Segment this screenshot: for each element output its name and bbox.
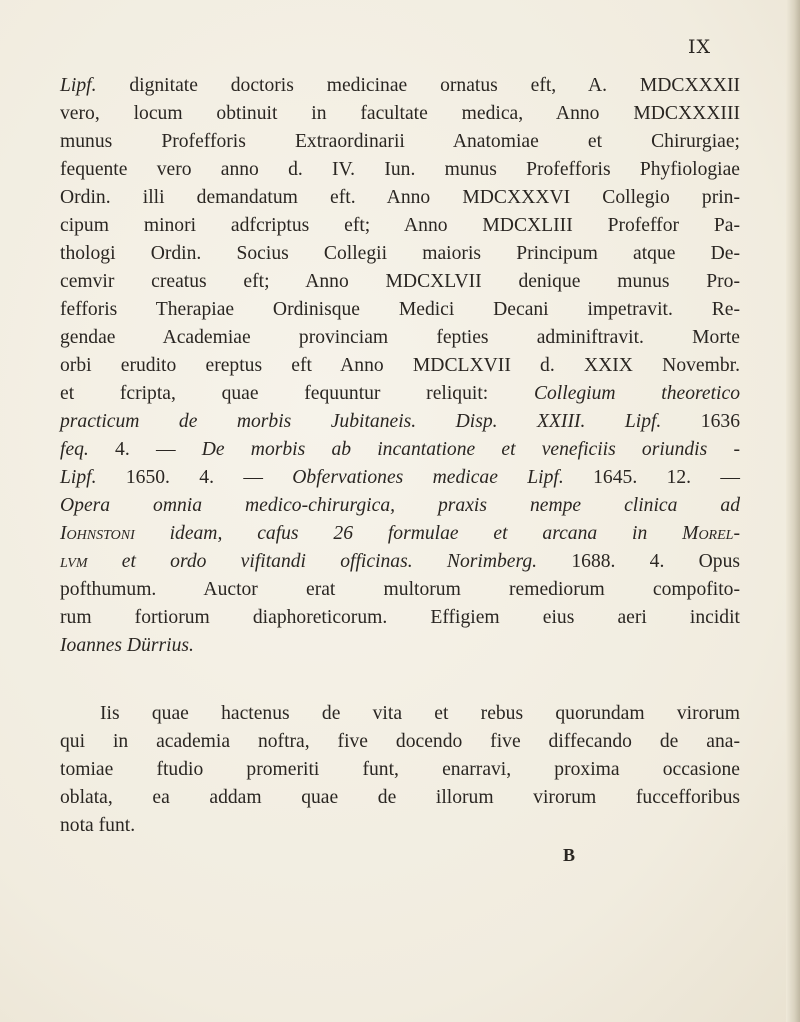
text-line: lvm et ordo vifitandi officinas. Norimberg. 1688. 4. Opus bbox=[60, 551, 741, 572]
work-title: Opera omnia medico-chirurgica, praxis nempe clinica ad bbox=[60, 495, 740, 516]
author-name: Iohnstoni bbox=[60, 523, 135, 544]
text-line: Ordin. illi demandatum eft. Anno MDCXXXVI Collegio prin- bbox=[60, 187, 740, 208]
text-line: qui in academia noftra, five docendo five diffecando de ana- bbox=[60, 731, 740, 752]
body-text bbox=[60, 72, 740, 840]
text-line bbox=[60, 492, 740, 520]
author-name: Morel- bbox=[682, 523, 740, 544]
text-line: Iis quae hactenus de vita et rebus quorundam virorum bbox=[100, 703, 740, 724]
page-edge bbox=[786, 0, 800, 1022]
text-line: oblata, ea addam quae de illorum virorum fuccefforibus bbox=[60, 787, 740, 808]
text-line: tomiae ftudio promeriti funt, enarravi, proxima occasione bbox=[60, 759, 740, 780]
paragraph-gap bbox=[60, 660, 740, 700]
text-line: feq. 4. — De morbis ab incantatione et veneficiis oriundis - bbox=[60, 439, 740, 460]
text-line: practicum de morbis Jubitaneis. Disp. XXIII. Lipf. 1636 bbox=[60, 411, 740, 432]
work-title: De morbis ab incantatione et veneficiis oriundis bbox=[201, 439, 708, 460]
work-title: Collegium theoretico bbox=[533, 383, 740, 404]
text-line bbox=[60, 632, 740, 660]
text-line: orbi erudito ereptus eft Anno MDCLXVII d. XXIX Novembr. bbox=[60, 355, 740, 376]
work-title: Obfervationes medicae bbox=[292, 467, 498, 488]
text-line: thologi Ordin. Socius Collegii maioris Principum atque De- bbox=[60, 243, 740, 264]
engraver-name: Ioannes Dürrius. bbox=[60, 635, 194, 656]
text-line: munus Profefforis Extraordinarii Anatomiae et Chirurgiae; bbox=[60, 131, 740, 152]
work-title: practicum de morbis Jubitaneis. bbox=[60, 411, 417, 432]
work-citation: Disp. XXIII. Lipf. bbox=[455, 411, 662, 432]
text-line: cipum minori adfcriptus eft; Anno MDCXLIII Profeffor Pa- bbox=[60, 215, 740, 236]
text-line: rum fortiorum diaphoreticorum. Effigiem eius aeri incidit bbox=[60, 607, 740, 628]
text-line: cemvir creatus eft; Anno MDCXLVII denique munus Pro- bbox=[60, 271, 740, 292]
first-word: Lipf. bbox=[60, 75, 97, 96]
text-line: Lipf. dignitate doctoris medicinae ornatus eft, A. MDCXXXII bbox=[60, 75, 740, 96]
text-line: vero, locum obtinuit in facultate medica, Anno MDCXXXIII bbox=[60, 103, 740, 124]
text-line: et fcripta, quae fequuntur reliquit: Collegium theoretico bbox=[60, 383, 740, 404]
text-line: Lipf. 1650. 4. — Obfervationes medicae Lipf. 1645. 12. — bbox=[60, 467, 740, 488]
text-line: Iohnstoni ideam, cafus 26 formulae et arcana in Morel- bbox=[60, 523, 740, 544]
text-line: fefforis Therapiae Ordinisque Medici Decani impetravit. Re- bbox=[60, 299, 740, 320]
signature-mark: B bbox=[563, 845, 576, 865]
text-line: nota funt. bbox=[60, 815, 136, 836]
text-line: pofthumum. Auctor erat multorum remediorum compofito- bbox=[60, 579, 740, 600]
page-number: IX bbox=[688, 36, 712, 58]
text-line: fequente vero anno d. IV. Iun. munus Profefforis Phyfiologiae bbox=[60, 159, 740, 180]
text-line: gendae Academiae provinciam fepties adminiftravit. Morte bbox=[60, 327, 740, 348]
